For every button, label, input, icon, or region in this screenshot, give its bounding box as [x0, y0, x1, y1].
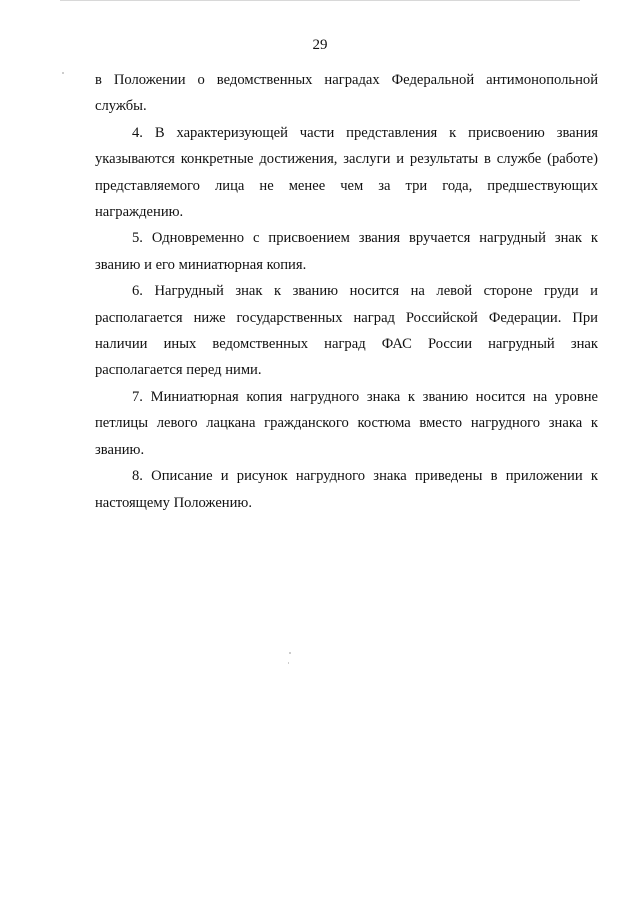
paragraph-5: 5. Одновременно с присвоением звания вручается нагрудный знак к званию и его миниатюрная копия. — [95, 230, 598, 273]
scan-speck — [288, 662, 289, 664]
paragraph-continuation: в Положении о ведомственных наградах Федеральной антимонопольной службы. — [95, 72, 598, 115]
paragraph-7: 7. Миниатюрная копия нагрудного знака к званию носится на уровне петлицы левого лацкана гражданского костюма вместо нагрудного знака к званию. — [95, 388, 598, 458]
scan-speck — [62, 72, 64, 74]
scan-edge-line — [60, 0, 580, 1]
document-body — [95, 67, 598, 516]
paragraph-6: 6. Нагрудный знак к званию носится на левой стороне груди и располагается ниже государственных наград Российской Федерации. При наличии иных ведомственных наград ФАС России нагрудный знак располагается перед ними. — [95, 283, 598, 379]
page-number: 29 — [312, 37, 328, 53]
paragraph-8: 8. Описание и рисунок нагрудного знака приведены в приложении к настоящему Положению. — [95, 468, 598, 511]
scan-speck — [289, 652, 291, 654]
paragraph-4: 4. В характеризующей части представления к присвоению звания указываются конкретные достижения, заслуги и результаты в службе (работе) представляемого лица не менее чем за три года, предшествующих награждению. — [95, 124, 598, 221]
